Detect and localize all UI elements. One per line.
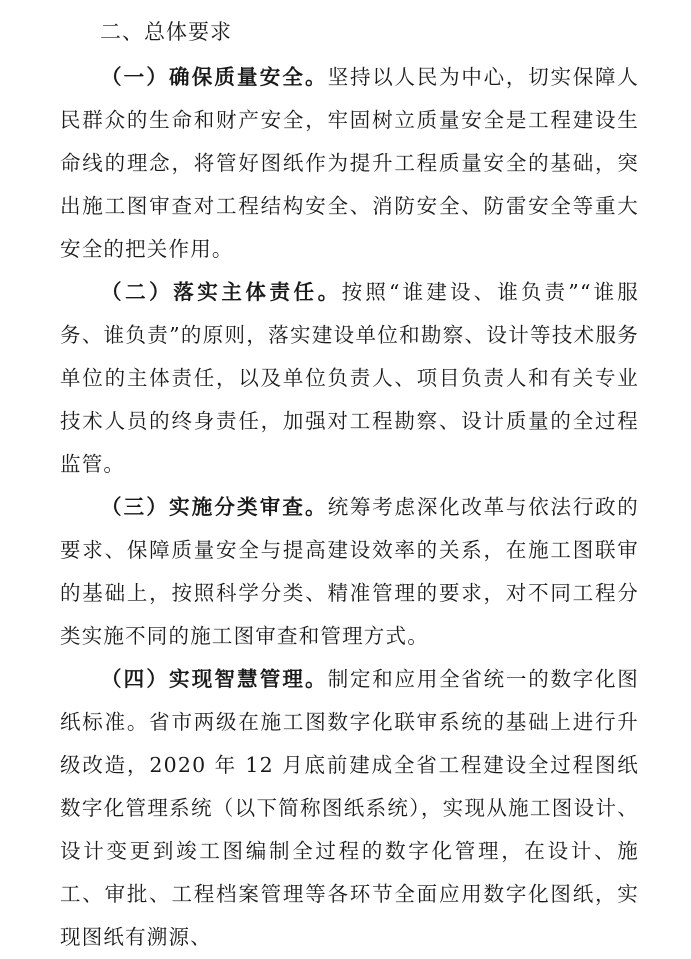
paragraph-quality-safety	[60, 56, 639, 271]
paragraph-lead: （四）实现智慧管理。	[101, 667, 328, 691]
paragraph-lead: （三）实施分类审查。	[101, 495, 328, 519]
paragraph-classified-review	[60, 486, 639, 658]
paragraph-lead: （二）落实主体责任。	[101, 280, 342, 304]
paragraph-lead: （一）确保质量安全。	[101, 65, 328, 89]
paragraph-body: 制定和应用全省统一的数字化图纸标准。省市两级在施工图数字化联审系统的基础上进行升级改造，2020 年 12 月底前建成全省工程建设全过程图纸数字化管理系统（以下简称图纸系统），实现从施工图设计、设计变更到竣工图编制全过程的数字化管理，在设计、施工、审批、工程档案管理等各环节全面应用数字化图纸，实现图纸有溯源、	[60, 667, 639, 949]
paragraph-body: 坚持以人民为中心，切实保障人民群众的生命和财产安全，牢固树立质量安全是工程建设生命线的理念，将管好图纸作为提升工程质量安全的基础，突出施工图审查对工程结构安全、消防安全、防雷安全等重大安全的把关作用。	[60, 65, 639, 261]
section-heading: 二、总体要求	[100, 20, 232, 44]
paragraph-body: 按照“谁建设、谁负责”“谁服务、谁负责”的原则，落实建设单位和勘察、设计等技术服务单位的主体责任，以及单位负责人、项目负责人和有关专业技术人员的终身责任，加强对工程勘察、设计质量的全过程监管。	[60, 280, 640, 476]
paragraph-main-responsibility	[60, 271, 639, 486]
paragraph-smart-management	[60, 658, 639, 959]
paragraph-body: 统筹考虑深化改革与依法行政的要求、保障质量安全与提高建设效率的关系，在施工图联审的基础上，按照科学分类、精准管理的要求，对不同工程分类实施不同的施工图审查和管理方式。	[60, 495, 639, 648]
